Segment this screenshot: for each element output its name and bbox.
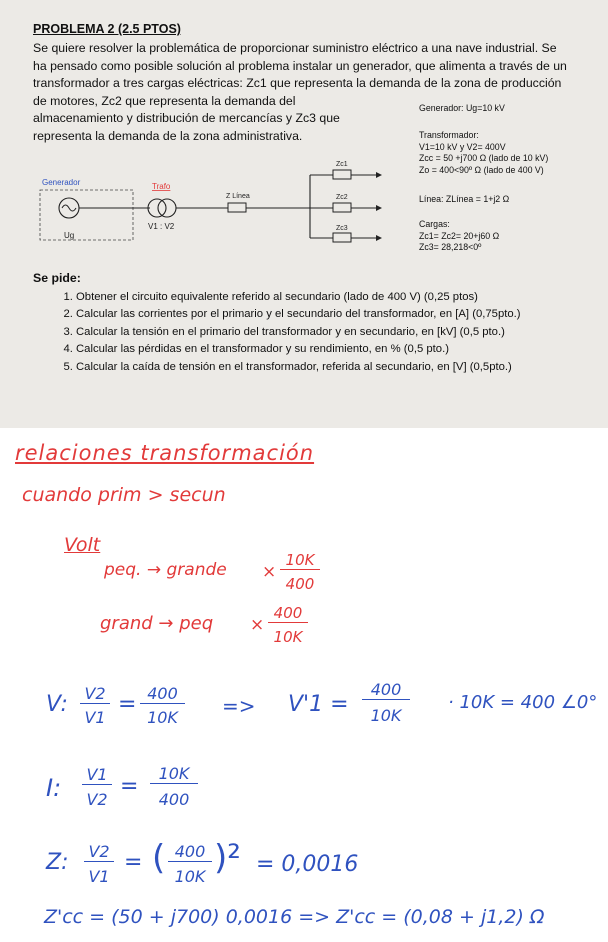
frac1-den: 400	[285, 575, 315, 593]
zc1-label: Zc1	[336, 161, 348, 168]
volt-label: Volt	[64, 534, 101, 556]
loads-header: Cargas:	[419, 219, 450, 229]
i-lhs-num: V1	[82, 765, 112, 785]
line-impedance	[228, 203, 246, 212]
intro-line: representa la demanda de la zona administrativa.	[33, 128, 303, 143]
implies-sign: =>	[222, 694, 256, 718]
v-lhs-num: V2	[80, 684, 110, 704]
load-impedance	[333, 233, 351, 242]
task-item: 3. Calcular la tensión en el primario del transformador y en secundario, en [kV] (0,5 pto.)	[76, 324, 521, 341]
v-prime: V'1 =	[288, 692, 349, 717]
v-result: · 10K = 400 ∠0°	[448, 692, 598, 713]
loads-data	[419, 219, 499, 254]
ug-label: Ug	[64, 231, 75, 240]
z-result: = 0,0016	[256, 852, 359, 877]
frac2-den: 10K	[273, 628, 303, 646]
equals-sign: =	[124, 850, 143, 875]
transformer-data	[419, 130, 548, 176]
v-lhs-den: V1	[84, 708, 106, 727]
task-item: 4. Calcular las pérdidas en el transformador y su rendimiento, en % (0,5 pto.)	[76, 341, 521, 358]
notes-line1: cuando prim > secun	[22, 484, 226, 506]
intro-line: de motores, Zc2 que representa la demanda del	[33, 93, 296, 108]
loads-line: Zc3= 28,218<0º	[419, 242, 482, 252]
circuit-diagram	[0, 150, 410, 250]
zline-label: Z Línea	[226, 193, 250, 200]
z-lhs-den: V1	[88, 867, 110, 886]
arrow-icon	[376, 205, 382, 211]
v-rhs-den: 10K	[147, 708, 178, 727]
i-rhs-num: 10K	[150, 764, 198, 784]
transformer-line: Zcc = 50 +j700 Ω (lado de 10 kV)	[419, 153, 549, 163]
task-item: 5. Calcular la caída de tensión en el transformador, referida al secundario, en [V] (0,5pto.)	[76, 359, 521, 376]
equals-sign: =	[118, 692, 137, 717]
task-list	[52, 289, 521, 376]
equals-sign: =	[120, 774, 139, 799]
intro-line: transformador a tres cargas eléctricas: Zc1 que representa la demanda de la zona de producción	[33, 76, 562, 91]
problem-photo	[0, 0, 608, 428]
frac2-num: 400	[268, 604, 308, 623]
zc3-label: Zc3	[336, 225, 348, 232]
v-rhs-num: 400	[140, 684, 185, 704]
notes-heading: relaciones transformación	[15, 441, 315, 465]
load-impedance	[333, 203, 351, 212]
transformer-coil-icon	[148, 199, 166, 217]
ratio-label: V1 : V2	[148, 222, 175, 231]
i-lhs-den: V2	[86, 790, 108, 809]
ac-source-icon	[62, 205, 76, 211]
task-item: 2. Calcular las corrientes por el primario y el secundario del transformador, en [A] (0,75pto.)	[76, 306, 521, 323]
transformer-line: V1=10 kV y V2= 400V	[419, 141, 506, 152]
z-lhs-num: V2	[84, 842, 114, 862]
z-paren-num: 400	[168, 842, 212, 862]
zcc-line: Z'cc = (50 + j700) 0,0016 => Z'cc = (0,08 + j1,2) Ω	[44, 906, 545, 928]
trafo-label: Trafo	[152, 182, 171, 191]
intro-line: Se quiere resolver la problemática de proporcionar suministro eléctrico a una nave industrial. Se	[33, 41, 557, 55]
generator-data: Generador: Ug=10 kV	[419, 103, 505, 113]
se-pide-label: Se pide:	[33, 271, 81, 285]
arrow-icon	[376, 235, 382, 241]
arrow-icon	[376, 172, 382, 178]
generator-box	[40, 190, 133, 240]
frac1-num: 10K	[280, 551, 320, 570]
times-sign: ×	[250, 615, 265, 635]
intro-line: ha pensado como posible solución al problema instalar un generador, que alimenta a través de un	[33, 58, 567, 73]
v-label: V:	[46, 692, 68, 717]
close-paren-squared: )²	[214, 838, 241, 878]
grand-peq: grand → peq	[100, 613, 214, 634]
v-prime-den: 10K	[370, 706, 402, 725]
v-prime-num: 400	[362, 680, 410, 700]
z-label: Z:	[46, 850, 69, 875]
times-sign: ×	[262, 562, 277, 582]
i-label: I:	[46, 774, 62, 802]
transformer-line: Zo = 400<90º Ω (lado de 400 V)	[419, 164, 544, 175]
load-impedance	[333, 170, 351, 179]
problem-title: PROBLEMA 2 (2.5 PTOS)	[33, 22, 181, 36]
zc2-label: Zc2	[336, 194, 348, 201]
i-rhs-den: 400	[158, 790, 190, 809]
intro-line: almacenamiento y distribución de mercancías y Zc3 que	[33, 111, 340, 126]
transformer-header: Transformador:	[419, 130, 479, 140]
z-paren-den: 10K	[174, 867, 206, 886]
open-paren: (	[152, 838, 166, 878]
loads-line: Zc1= Zc2= 20+j60 Ω	[419, 230, 500, 241]
peq-grande: peq. → grande	[104, 560, 227, 580]
generator-label: Generador	[42, 178, 81, 187]
task-item: 1. Obtener el circuito equivalente referido al secundario (lado de 400 V) (0,25 ptos)	[76, 289, 521, 306]
transformer-coil-icon	[158, 199, 176, 217]
line-data: Línea: ZLínea = 1+j2 Ω	[419, 194, 510, 204]
